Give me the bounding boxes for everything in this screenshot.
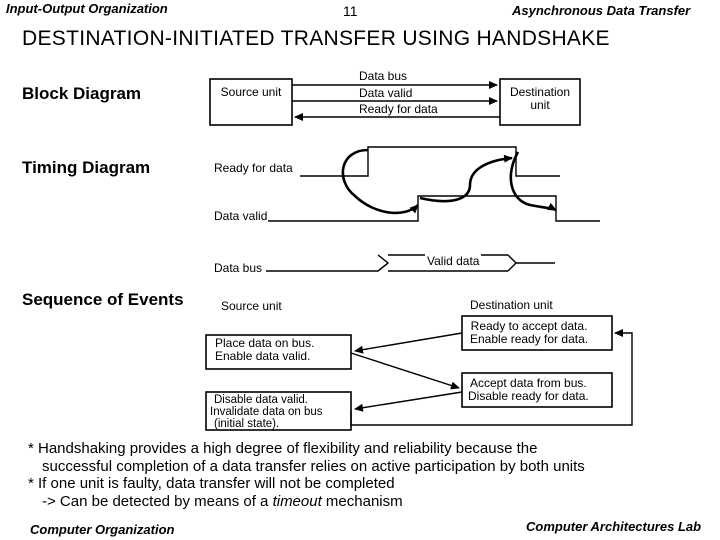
notes-block <box>28 440 708 510</box>
signal-data-bus: Data bus <box>359 69 408 83</box>
section-timing-diagram: Timing Diagram <box>22 158 151 177</box>
destination-unit-label: Destination unit <box>509 85 571 112</box>
sequence-source-header: Source unit <box>221 299 282 313</box>
page-title: DESTINATION-INITIATED TRANSFER USING HANDSHAKE <box>22 27 610 50</box>
page-number: 11 <box>343 3 358 19</box>
footer-left: Computer Organization <box>30 522 175 537</box>
sequence-destination-header: Destination unit <box>470 298 553 312</box>
data-bus-waveform-left <box>266 255 388 271</box>
destination-step-1-text: Ready to accept data. Enable ready for data. <box>470 319 589 346</box>
timing-data-valid-label: Data valid <box>214 209 268 223</box>
valid-data-label: Valid data <box>427 254 480 268</box>
data-bus-waveform-right <box>508 255 516 271</box>
causality-curve-1 <box>343 150 418 213</box>
seq-arrow-2 <box>351 353 459 388</box>
note-line-1: * Handshaking provides a high degree of flexibility and reliability because the <box>28 440 538 457</box>
timing-ready-for-data-label: Ready for data <box>214 161 293 175</box>
seq-arrow-1 <box>355 333 462 351</box>
causality-curve-2 <box>420 158 512 201</box>
signal-ready-for-data: Ready for data <box>359 102 438 116</box>
destination-step-2-text: Accept data from bus. Disable ready for data. <box>468 376 589 403</box>
ready-for-data-waveform <box>300 147 560 176</box>
signal-data-valid: Data valid <box>359 86 413 100</box>
causality-curve-3 <box>511 152 556 210</box>
section-sequence-of-events: Sequence of Events <box>22 290 184 309</box>
note-line-4: -> Can be detected by means of a timeout mechanism <box>42 492 403 510</box>
footer-right: Computer Architectures Lab <box>526 519 702 534</box>
header-right: Asynchronous Data Transfer <box>512 3 691 18</box>
section-block-diagram: Block Diagram <box>22 84 142 103</box>
header-left: Input-Output Organization <box>6 1 168 16</box>
timing-data-bus-label: Data bus <box>214 261 263 275</box>
note-line-3: * If one unit is faulty, data transfer will not be completed <box>28 475 395 492</box>
note-line-2: successful completion of a data transfer relies on active participation by both units <box>42 457 585 475</box>
source-step-2-text: Disable data valid. Invalidate data on bus (initial state). <box>210 394 323 430</box>
seq-arrow-3 <box>355 392 462 409</box>
source-unit-label: Source unit <box>220 85 282 99</box>
source-step-1-text: Place data on bus. Enable data valid. <box>215 336 315 363</box>
